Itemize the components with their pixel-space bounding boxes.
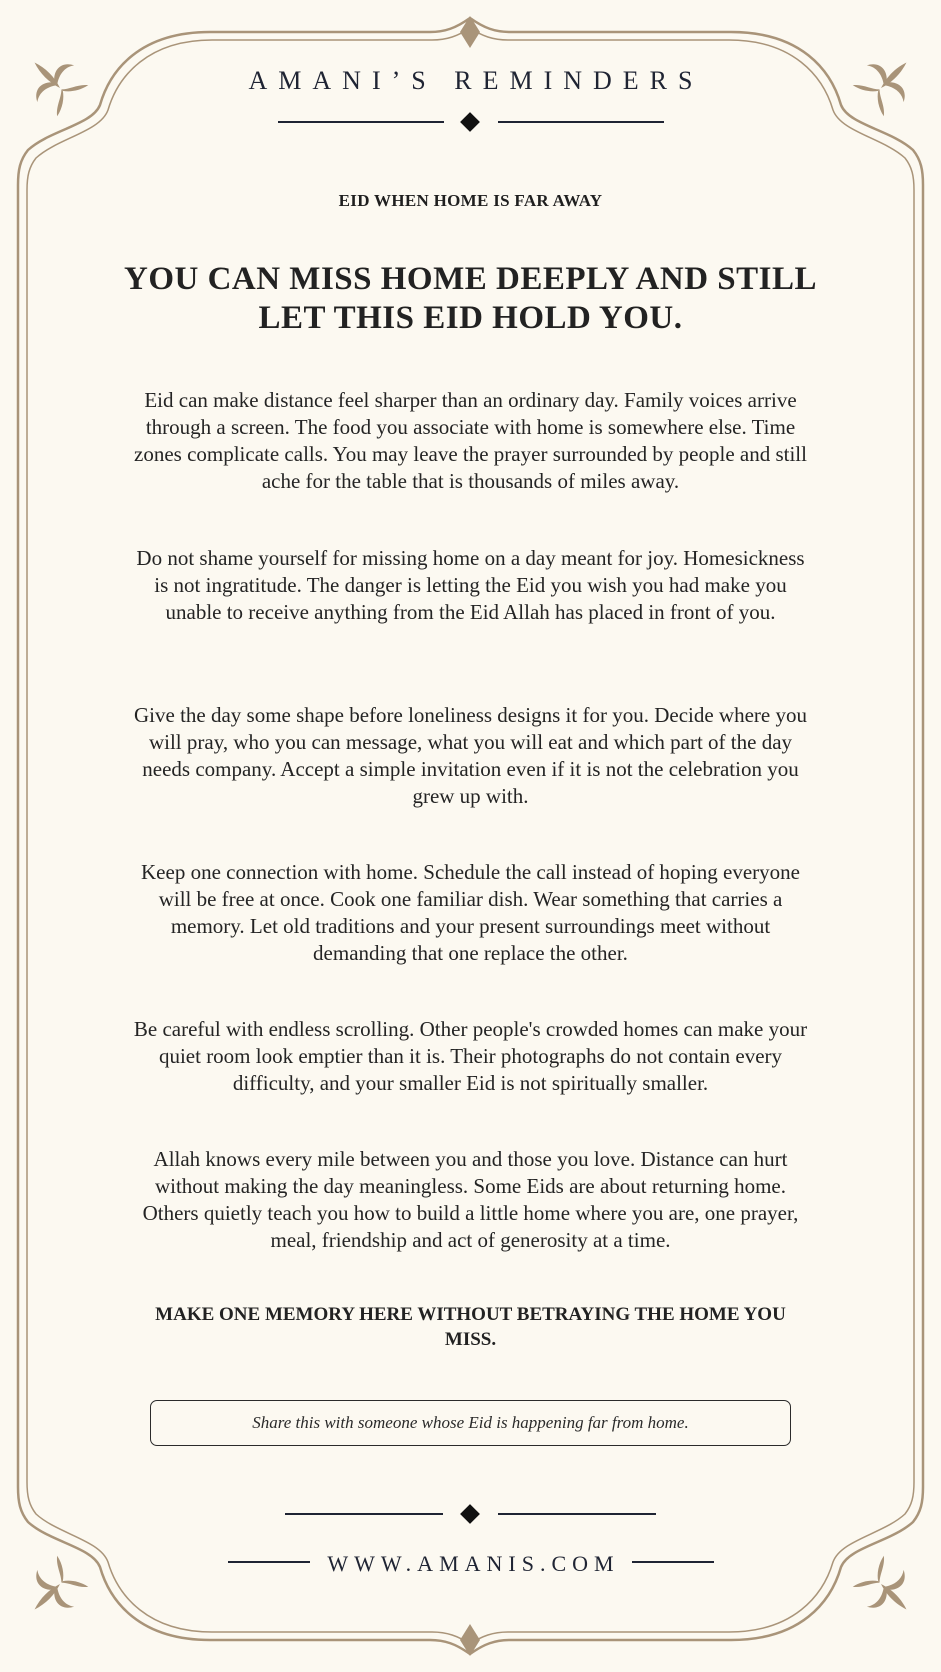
paragraph-3: Give the day some shape before loneliness designs it for you. Decide where you will pray, who you can message, what you will eat and which part of the day needs company. Accept a simple invitation even if it is not the celebration you grew up with. [134,703,807,808]
website-link[interactable]: WWW.AMANIS.COM [327,1551,620,1576]
article-kicker: EID WHEN HOME IS FAR AWAY [338,191,603,210]
paragraph-4: Keep one connection with home. Schedule the call instead of hoping everyone will be free at once. Cook one familiar dish. Wear something that carries a memory. Let old traditions and your present surroundings meet without demanding that one replace the other. [141,860,800,965]
share-note-text: Share this with someone whose Eid is happening far from home. [252,1413,689,1432]
paragraph-1: Eid can make distance feel sharper than an ordinary day. Family voices arrive through a screen. The food you associate with home is somewhere else. Time zones complicate calls. You may leave the prayer surrounded by people and still ache for the table that is thousands of miles away. [134,388,807,493]
brand-title: AMANI’S REMINDERS [248,66,704,95]
paragraph-5: Be careful with endless scrolling. Other people's crowded homes can make your quiet room look emptier than it is. Their photographs do not contain every difficulty, and your smaller Eid is not spiritually smaller. [133,1017,808,1095]
article-headline: YOU CAN MISS HOME DEEPLY AND STILL LET THIS EID HOLD YOU. [123,261,818,336]
paragraph-2: Do not shame yourself for missing home on a day meant for joy. Homesickness is not ingratitude. The danger is letting the Eid you wish you had make you unable to receive anything from the Eid Allah has placed in front of you. [136,546,805,624]
share-note-box [150,1400,791,1446]
footer-divider-right [498,1513,656,1515]
footer-divider-left [285,1513,443,1515]
header-divider-right [498,121,664,123]
header-divider-left [278,121,444,123]
paragraph-6: Allah knows every mile between you and those you love. Distance can hurt without making the day meaningless. Some Eids are about returning home. Others quietly teach you how to build a little home where you are, one prayer, meal, friendship and act of generosity at a time. [142,1147,799,1252]
website-rule-right [632,1561,714,1563]
closing-callout: MAKE ONE MEMORY HERE WITHOUT BETRAYING THE HOME YOU MISS. [155,1304,786,1350]
